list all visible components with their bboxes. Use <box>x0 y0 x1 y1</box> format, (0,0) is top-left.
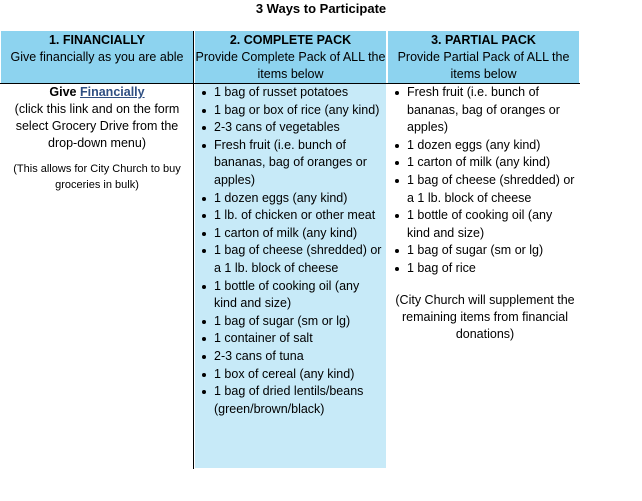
give-financially-link[interactable]: Financially <box>79 85 145 99</box>
header-partial-pack <box>388 31 579 83</box>
list-item: 1 bottle of cooking oil (any kind and size) <box>198 278 384 313</box>
give-label: Give <box>49 85 80 99</box>
list-item: 1 bag of dried lentils/beans (green/brown/black) <box>198 383 384 418</box>
list-item: 1 bag of russet potatoes <box>198 84 384 102</box>
list-item: 1 container of salt <box>198 330 384 348</box>
list-item: 1 dozen eggs (any kind) <box>198 190 384 208</box>
header-complete-pack <box>195 31 386 83</box>
header-financially <box>1 31 193 83</box>
header-subtitle: Give financially as you are able <box>10 50 184 64</box>
header-subtitle: Provide Complete Pack of ALL the items below <box>195 50 386 81</box>
list-item: 1 bag of cheese (shredded) or a 1 lb. block of cheese <box>391 172 577 207</box>
financial-note: (This allows for City Church to buy groceries in bulk) <box>13 163 181 191</box>
list-item: 1 bottle of cooking oil (any kind and size) <box>391 207 577 242</box>
list-item: 1 bag of sugar (sm or lg) <box>198 313 384 331</box>
list-item: 2-3 cans of tuna <box>198 348 384 366</box>
list-item: 1 dozen eggs (any kind) <box>391 137 577 155</box>
partial-pack-list <box>391 84 577 278</box>
list-item: 1 carton of milk (any kind) <box>198 225 384 243</box>
header-title: 1. FINANCIALLY <box>48 33 146 47</box>
list-item: 1 bag of sugar (sm or lg) <box>391 242 577 260</box>
list-item: 1 bag of rice <box>391 260 577 278</box>
list-item: 2-3 cans of vegetables <box>198 119 384 137</box>
list-item: Fresh fruit (i.e. bunch of bananas, bag of oranges or apples) <box>198 137 384 190</box>
list-item: 1 bag of cheese (shredded) or a 1 lb. block of cheese <box>198 242 384 277</box>
complete-pack-list <box>198 84 384 418</box>
header-title: 2. COMPLETE PACK <box>229 33 352 47</box>
financially-column <box>4 84 190 193</box>
list-item: 1 box of cereal (any kind) <box>198 366 384 384</box>
financial-instructions: (click this link and on the form select Grocery Drive from the drop-down menu) <box>14 102 180 150</box>
list-item: 1 carton of milk (any kind) <box>391 154 577 172</box>
list-item: 1 bag or box of rice (any kind) <box>198 102 384 120</box>
header-subtitle: Provide Partial Pack of ALL the items below <box>397 50 570 81</box>
page-title: 3 Ways to Participate <box>255 1 387 16</box>
partial-pack-note: (City Church will supplement the remaining items from financial donations) <box>395 293 575 341</box>
list-item: Fresh fruit (i.e. bunch of bananas, bag of oranges or apples) <box>391 84 577 137</box>
list-item: 1 lb. of chicken or other meat <box>198 207 384 225</box>
column-divider <box>193 31 194 469</box>
header-title: 3. PARTIAL PACK <box>431 33 536 47</box>
